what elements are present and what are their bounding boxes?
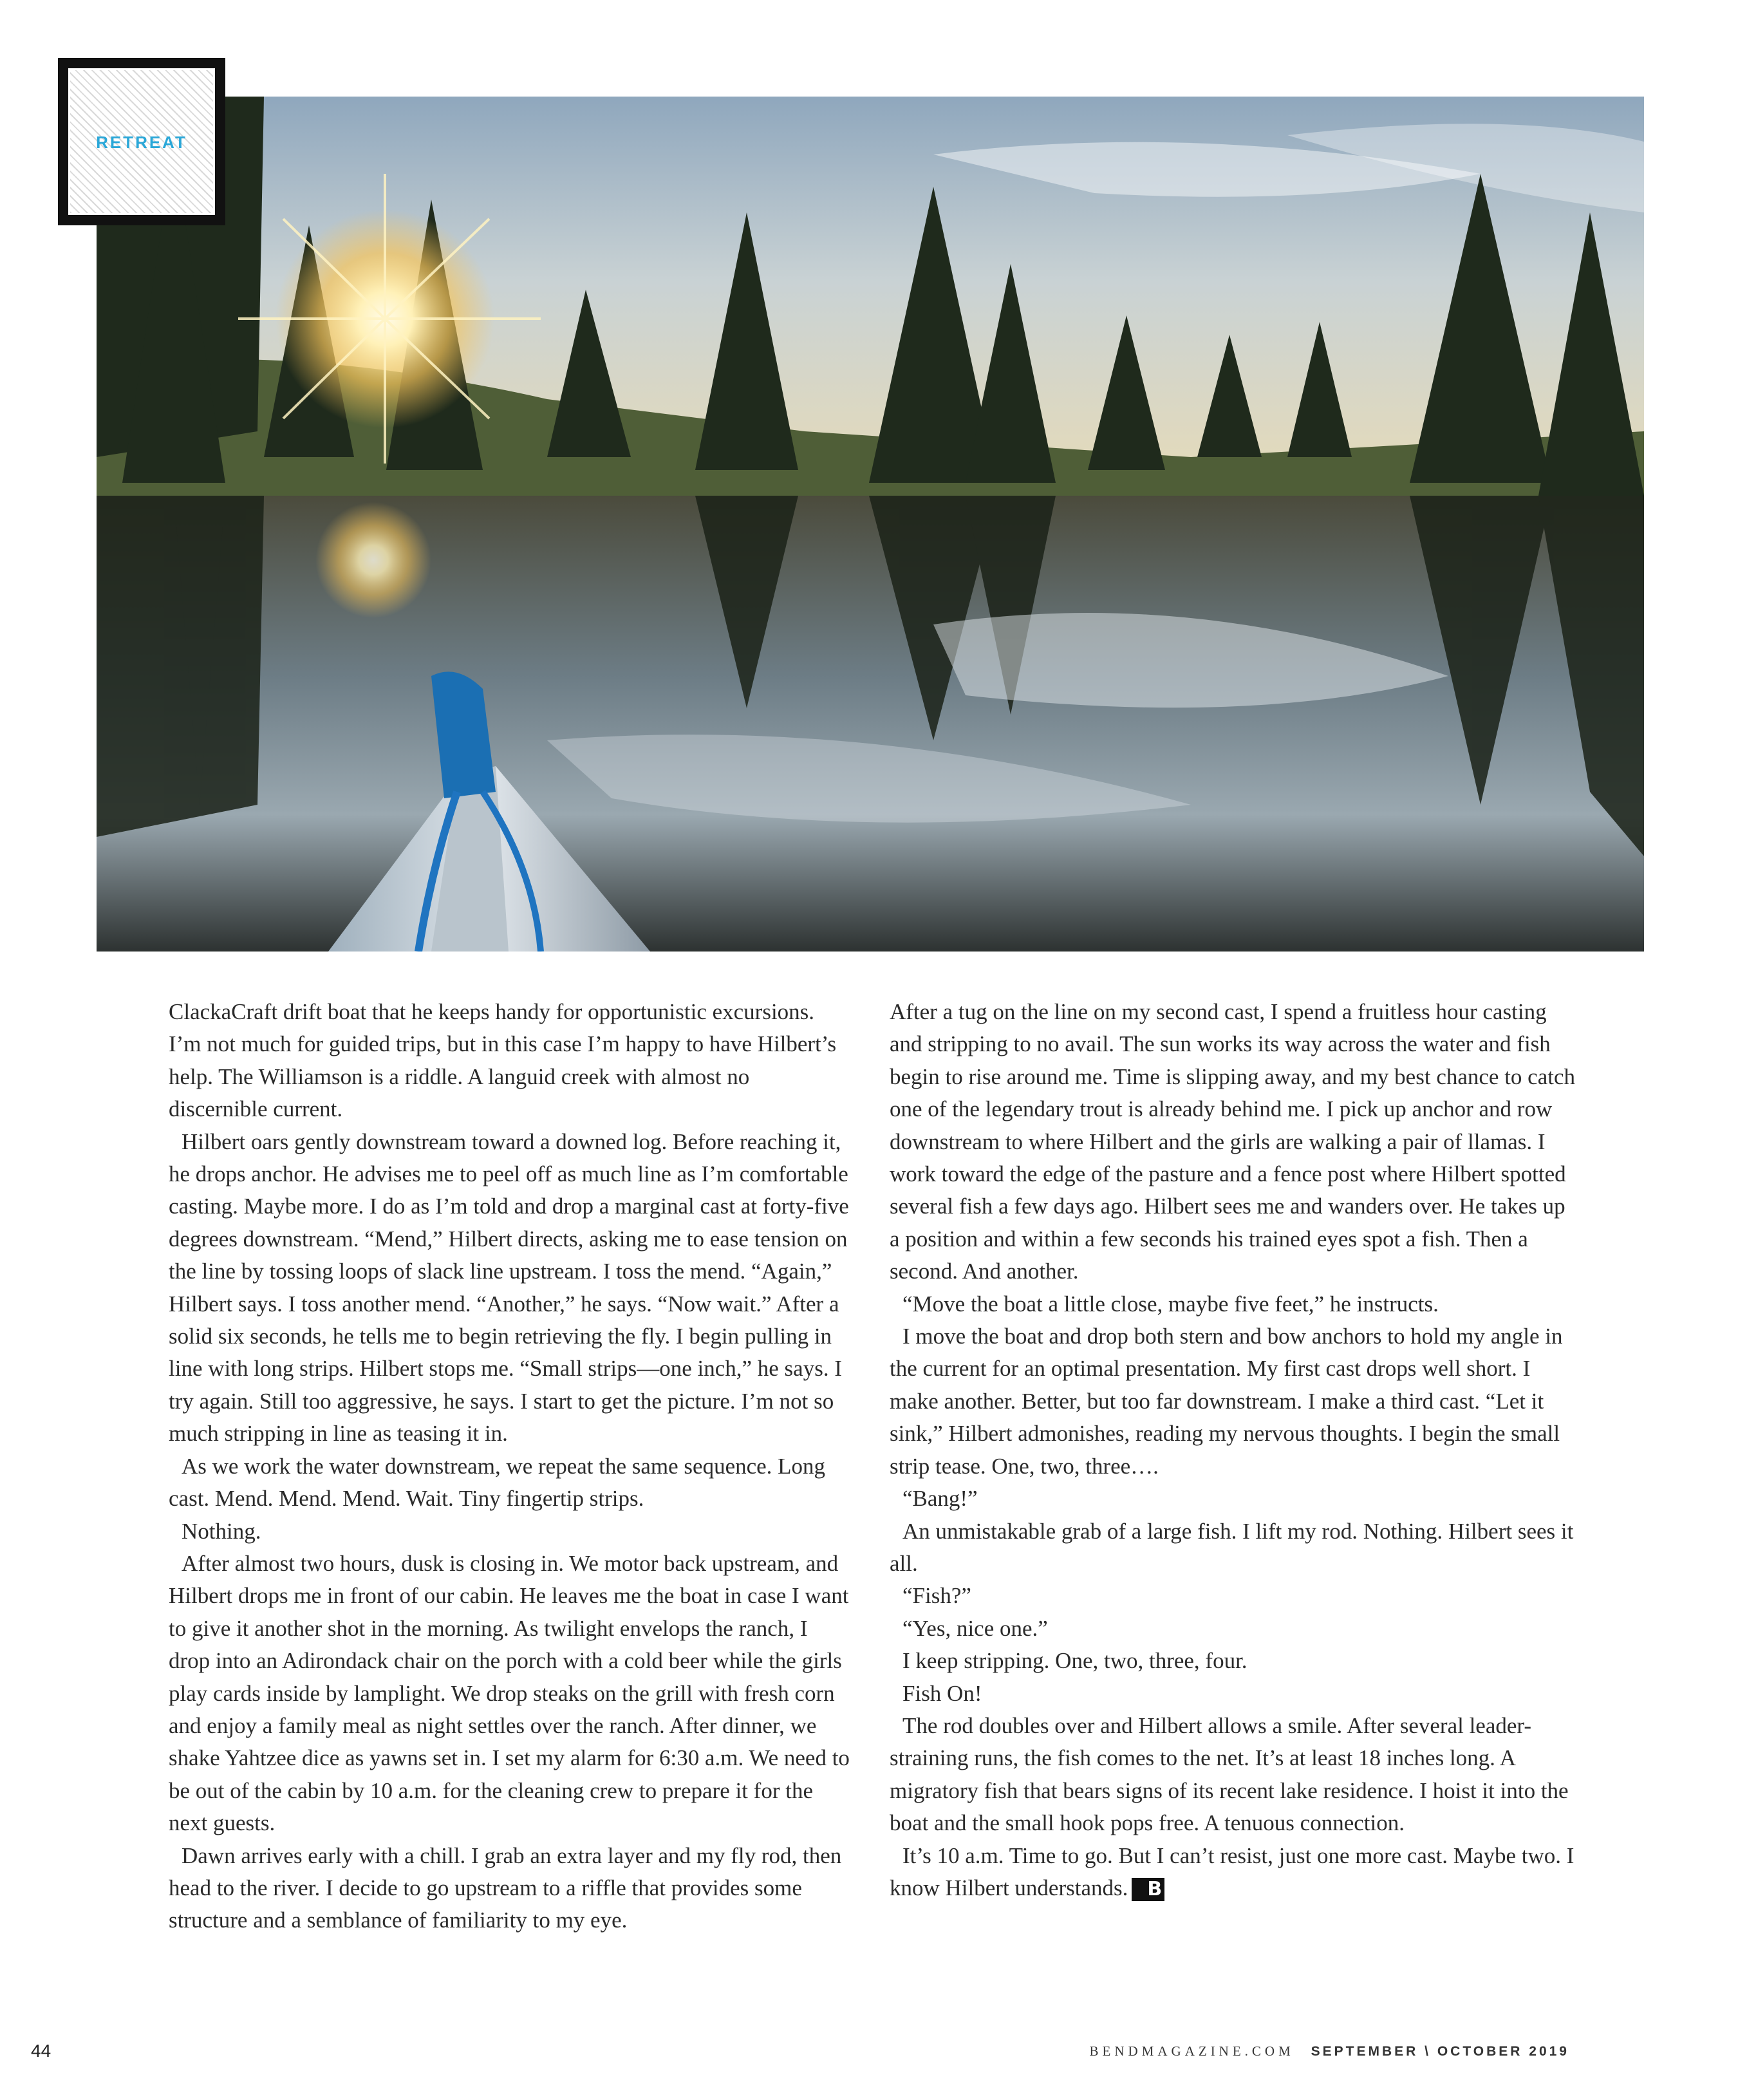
paragraph: As we work the water downstream, we repeat the same sequence. Long cast. Mend. Mend. Mend. Wait. Tiny fingertip strips. (169, 1453, 826, 1512)
section-badge (58, 58, 225, 225)
hero-photo (97, 97, 1644, 952)
paragraph: “Yes, nice one.” (902, 1615, 1048, 1641)
footer-issue: SEPTEMBER \ OCTOBER 2019 (1311, 2044, 1569, 2059)
paragraph: After a tug on the line on my second cast, I spend a fruitless hour casting and stripping to no avail. The sun works its way across the water and fish begin to rise around me. Time is slipping away, and my best chance to catch one of the legendary trout is already behind me. I pick up anchor and row downstream to where Hilbert and the girls are walking a pair of llamas. I work toward the edge of the pasture and a fence post where Hilbert spotted several fish a few days ago. Hilbert sees me and wanders over. He takes up a position and within a few seconds his trained eyes spot a fish. Then a second. And another. (890, 999, 1576, 1284)
section-label: RETREAT (96, 133, 187, 152)
paragraph: Fish On! (902, 1680, 982, 1706)
paragraph: “Fish?” (902, 1583, 971, 1609)
paragraph: Dawn arrives early with a chill. I grab an extra layer and my fly rod, then head to the river. I decide to go upstream to a riffle that provides some structure and a semblance of familiarity to my eye. (169, 1842, 842, 1933)
article-column-left (169, 996, 851, 1937)
end-mark-logo: B (1132, 1878, 1164, 1901)
paragraph: ClackaCraft drift boat that he keeps handy for opportunistic excursions. I’m not much for guided trips, but in this case I’m happy to have Hilbert’s help. The Williamson is a riddle. A languid creek with almost no discernible current. (169, 999, 837, 1122)
article-column-right (890, 996, 1578, 1904)
paragraph: I keep stripping. One, two, three, four. (902, 1648, 1247, 1674)
paragraph: Nothing. (182, 1518, 261, 1544)
page-number: 44 (31, 2041, 51, 2061)
footer-folio (1090, 2043, 1569, 2059)
paragraph: Hilbert oars gently downstream toward a downed log. Before reaching it, he drops anchor. He advises me to peel off as much line as I’m comfortable casting. Maybe more. I do as I’m told and drop a marginal cast at forty-five degrees downstream. “Mend,” Hilbert directs, asking me to ease tension on the line by tossing loops of slack line upstream. I toss the mend. “Again,” Hilbert says. I toss another mend. “Another,” he says. “Now wait.” After a solid six seconds, he tells me to begin retrieving the fly. I begin pulling in line with long strips. Hilbert stops me. “Small strips—one inch,” he says. I try again. Still too aggressive, he says. I start to get the picture. I’m not so much stripping in line as teasing it in. (169, 1129, 849, 1447)
closing-paragraph (890, 1840, 1578, 1905)
paragraph: “Bang!” (902, 1486, 978, 1512)
paragraph: “Move the boat a little close, maybe five feet,” he instructs. (902, 1291, 1439, 1317)
river-sunrise-illustration (97, 97, 1644, 952)
closing-text: It’s 10 a.m. Time to go. But I can’t resist, just one more cast. Maybe two. I know Hilbert understands. (890, 1842, 1574, 1900)
footer-site: BENDMAGAZINE.COM (1089, 2043, 1294, 2059)
paragraph: The rod doubles over and Hilbert allows a smile. After several leader-straining runs, the fish comes to the net. It’s at least 18 inches long. A migratory fish that bears signs of its recent lake residence. I hoist it into the boat and the small hook pops free. A tenuous connection. (890, 1712, 1569, 1836)
paragraph: After almost two hours, dusk is closing in. We motor back upstream, and Hilbert drops me in front of our cabin. He leaves me the boat in case I want to give it another shot in the morning. As twilight envelops the ranch, I drop into an Adirondack chair on the porch with a cold beer while the girls play cards inside by lamplight. We drop steaks on the grill with fresh corn and enjoy a family meal as night settles over the ranch. After dinner, we shake Yahtzee dice as yawns set in. I set my alarm for 6:30 a.m. We need to be out of the cabin by 10 a.m. for the cleaning crew to prepare it for the next guests. (169, 1550, 850, 1836)
paragraph: I move the boat and drop both stern and bow anchors to hold my angle in the current for an optimal presentation. My first cast drops well short. I make another. Better, but too far downstream. I make a third cast. “Let it sink,” Hilbert admonishes, reading my nervous thoughts. I begin the small strip tease. One, two, three…. (890, 1324, 1563, 1479)
paragraph: An unmistakable grab of a large fish. I lift my rod. Nothing. Hilbert sees it all. (890, 1518, 1574, 1576)
